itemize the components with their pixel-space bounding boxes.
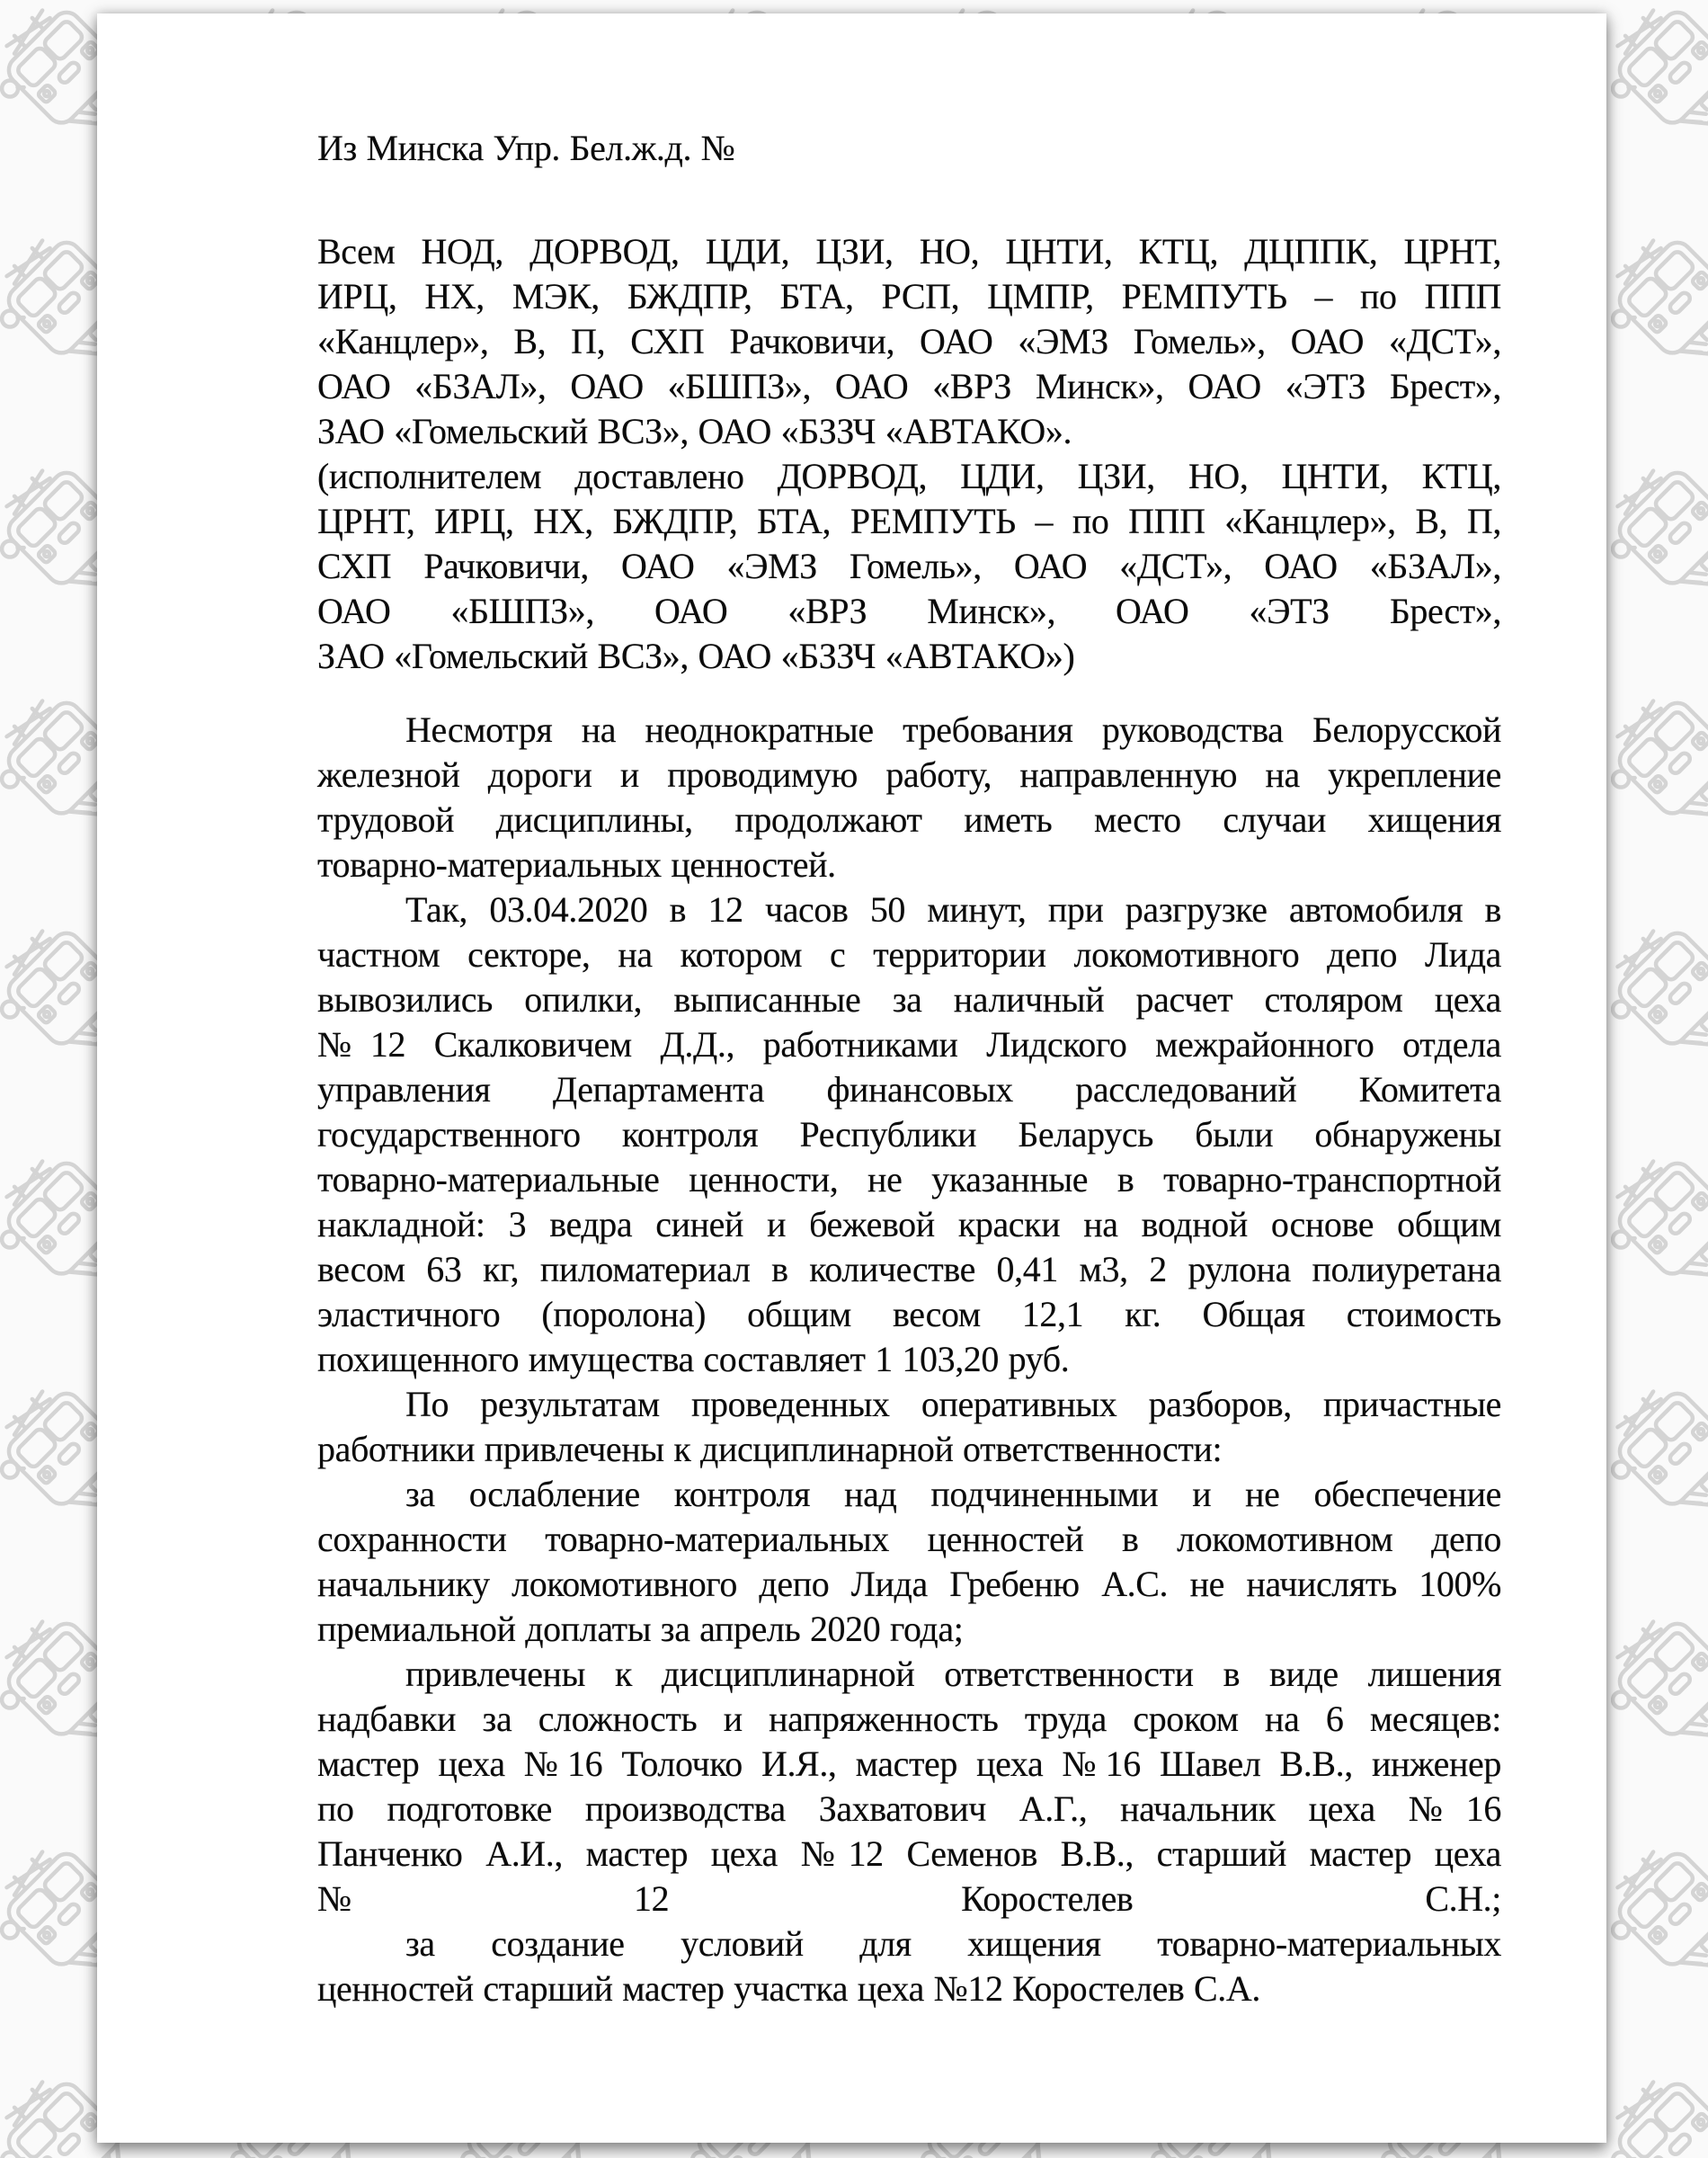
paragraph-penalty-masters [317,1652,1501,2011]
document-body [317,126,1501,2011]
text-line: товарно-материальные ценности, не указанные в товарно-транспортной [317,1159,1501,1199]
text-line: Так, 03.04.2020 в 12 часов 50 минут, при разгрузке автомобиля в [405,889,1501,930]
text-line: ИРЦ, НХ, МЭК, БЖДПР, БТА, РСП, ЦМПР, РЕМПУТЬ – по ППП [317,276,1501,317]
paragraph-intro [317,708,1501,887]
paragraph-delivered-to [317,454,1501,679]
document-header: Из Минска Упр. Бел.ж.д. № [317,128,735,168]
paragraph-addressees [317,229,1501,454]
text-line: По результатам проведенных оперативных разборов, причастные [405,1384,1501,1424]
text-line: №12 Скалковичем Д.Д., работниками Лидского межрайонного отдела [317,1024,1501,1065]
text-line: привлечены к дисциплинарной ответственности в виде лишения [405,1654,1501,1694]
text-line: надбавки за сложность и напряженность труда сроком на 6 месяцев: [317,1699,1501,1739]
paragraph-incident [317,887,1501,1382]
text-line: (исполнителем доставлено ДОРВОД, ЦДИ, ЦЗИ, НО, ЦНТИ, КТЦ, [317,456,1501,496]
text-line: Несмотря на неоднократные требования руководства Белорусской [405,709,1501,750]
text-line: эластичного (поролона) общим весом 12,1 кг. Общая стоимость [317,1294,1501,1334]
text-line: государственного контроля Республики Беларусь были обнаружены [317,1114,1501,1155]
text-line: сохранности товарно-материальных ценностей в локомотивном депо [317,1519,1501,1559]
text-line: СХП Рачковичи, ОАО «ЭМЗ Гомель», ОАО «ДСТ», ОАО «БЗАЛ», [317,546,1501,586]
paragraph-penalty-depot-head [317,1472,1501,1652]
document-paragraphs [317,229,1501,2011]
text-line: товарно-материальных ценностей. [317,844,836,885]
text-line: накладной: 3 ведра синей и бежевой краски на водной основе общим [317,1204,1501,1244]
text-line: работники привлечены к дисциплинарной ответственности: [317,1429,1223,1469]
text-line: Всем НОД, ДОРВОД, ЦДИ, ЦЗИ, НО, ЦНТИ, КТЦ, ДЦППК, ЦРНТ, [317,231,1501,272]
text-line: мастер цеха №16 Толочко И.Я., мастер цеха №16 Шавел В.В., инженер [317,1743,1501,1784]
text-line: №12 Коростелев С.Н.; [317,1878,1501,1919]
text-line: ОАО «БЗАЛ», ОАО «БШПЗ», ОАО «ВРЗ Минск», ОАО «ЭТЗ Брест», [317,366,1501,406]
text-line: ЗАО «Гомельский ВСЗ», ОАО «БЗЗЧ «АВТАКО». [317,411,1072,451]
text-line: начальнику локомотивного депо Лида Гребеню А.С. не начислять 100% [317,1564,1501,1604]
text-line: вывозились опилки, выписанные за наличный расчет столяром цеха [317,979,1501,1020]
text-line: управления Департамента финансовых расследований Комитета [317,1069,1501,1110]
text-line: ОАО «БШПЗ», ОАО «ВРЗ Минск», ОАО «ЭТЗ Брест», [317,591,1501,631]
text-line: трудовой дисциплины, продолжают иметь место случаи хищения [317,799,1501,840]
text-line: премиальной доплаты за апрель 2020 года; [317,1609,964,1649]
text-line: ЗАО «Гомельский ВСЗ», ОАО «БЗЗЧ «АВТАКО») [317,636,1075,676]
text-line: похищенного имущества составляет 1 103,20 руб. [317,1339,1070,1379]
text-line: ценностей старший мастер участка цеха №12 Коростелев С.А. [317,1968,1260,2009]
text-line: весом 63 кг, пиломатериал в количестве 0,41 м3, 2 рулона полиуретана [317,1249,1501,1289]
paragraph-results [317,1382,1501,1472]
text-line: за ослабление контроля над подчиненными и не обеспечение [405,1474,1501,1514]
text-line: «Канцлер», В, П, СХП Рачковичи, ОАО «ЭМЗ Гомель», ОАО «ДСТ», [317,321,1501,361]
text-line: железной дороги и проводимую работу, направленную на укрепление [317,754,1501,795]
text-line: ЦРНТ, ИРЦ, НХ, БЖДПР, БТА, РЕМПУТЬ – по ППП «Канцлер», В, П, [317,501,1501,541]
text-line: за создание условий для хищения товарно-материальных [405,1923,1501,1964]
text-line: по подготовке производства Захватович А.Г., начальник цеха №16 [317,1788,1501,1829]
text-line: Панченко А.И., мастер цеха №12 Семенов В.В., старший мастер цеха [317,1833,1501,1874]
text-line: частном секторе, на котором с территории локомотивного депо Лида [317,934,1501,975]
document-page [97,13,1606,2143]
